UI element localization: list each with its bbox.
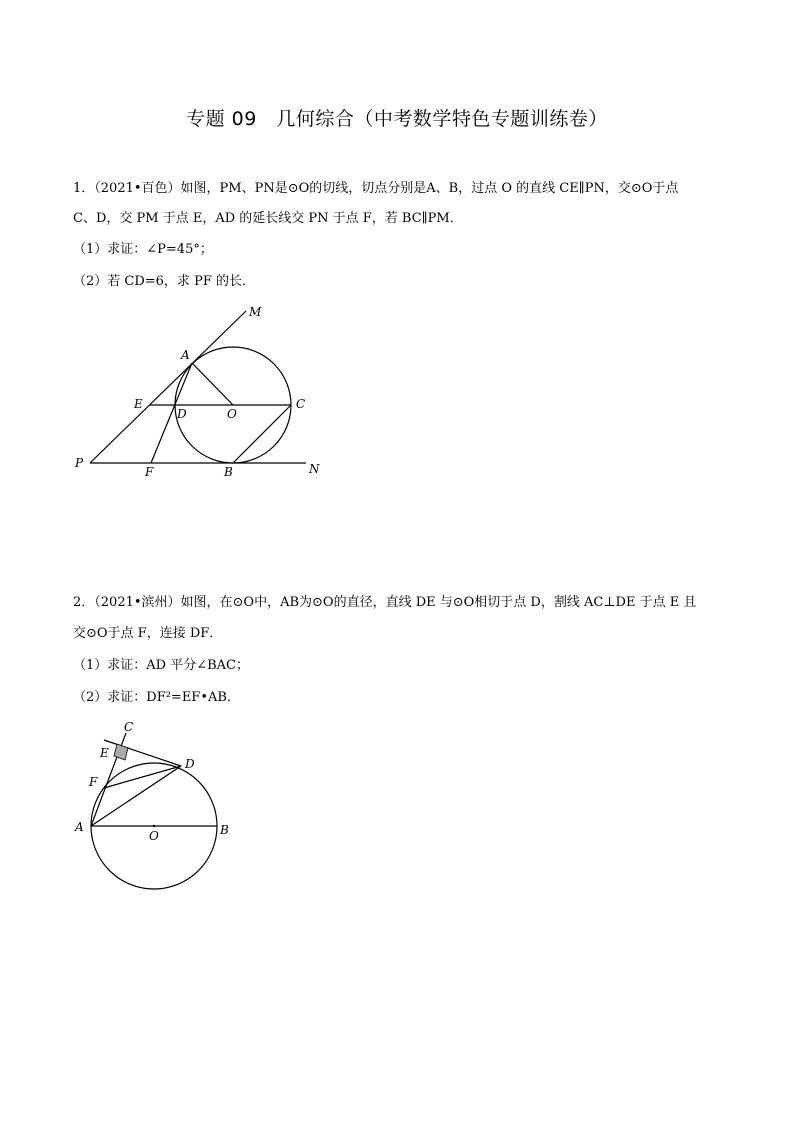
problem2-part1: （1）求证：AD 平分∠BAC； xyxy=(73,658,249,673)
label2-o: O xyxy=(149,829,159,843)
page-title: 专题 09 几何综合（中考数学特色专题训练卷） xyxy=(186,108,608,130)
problem1-part2: （2）若 CD=6，求 PF 的长． xyxy=(73,274,255,289)
right-angle-mark xyxy=(114,744,128,760)
label-p: P xyxy=(75,456,84,470)
problem1-line2: C、D，交 PM 于点 E，AD 的延长线交 PN 于点 F，若 BC∥PM． xyxy=(73,211,463,226)
label-d: D xyxy=(177,407,187,421)
problem1-line1: 1．（2021•百色）如图，PM、PN是⊙O的切线，切点分别是A、B，过点 O 的直线 CE∥PN，交⊙O于点 xyxy=(73,181,679,196)
problem1-part1: （1）求证：∠P=45°； xyxy=(73,242,213,257)
line-df xyxy=(104,766,181,788)
problem2-line1: 2．（2021•滨州）如图，在⊙O中，AB为⊙O的直径，直线 DE 与⊙O相切于点 D，割线 AC⊥DE 于点 E 且 xyxy=(73,595,697,610)
label-b: B xyxy=(224,465,233,479)
label-o: O xyxy=(227,407,237,421)
problem2-part2: （2）求证：DF²=EF•AB． xyxy=(73,690,240,705)
center-dot xyxy=(153,825,155,827)
label-a: A xyxy=(181,348,190,362)
problem2-line2: 交⊙O于点 F，连接 DF． xyxy=(73,626,223,641)
line-ad xyxy=(91,766,181,826)
label-e: E xyxy=(134,397,143,411)
label2-e: E xyxy=(100,746,109,760)
label2-a: A xyxy=(75,820,84,834)
label2-f: F xyxy=(89,775,98,789)
label-c: C xyxy=(296,397,306,411)
label2-d: D xyxy=(185,757,195,771)
label-f: F xyxy=(145,465,154,479)
label-n: N xyxy=(309,462,320,476)
label2-c: C xyxy=(124,720,134,734)
label2-b: B xyxy=(220,823,229,837)
label-m: M xyxy=(249,305,262,319)
